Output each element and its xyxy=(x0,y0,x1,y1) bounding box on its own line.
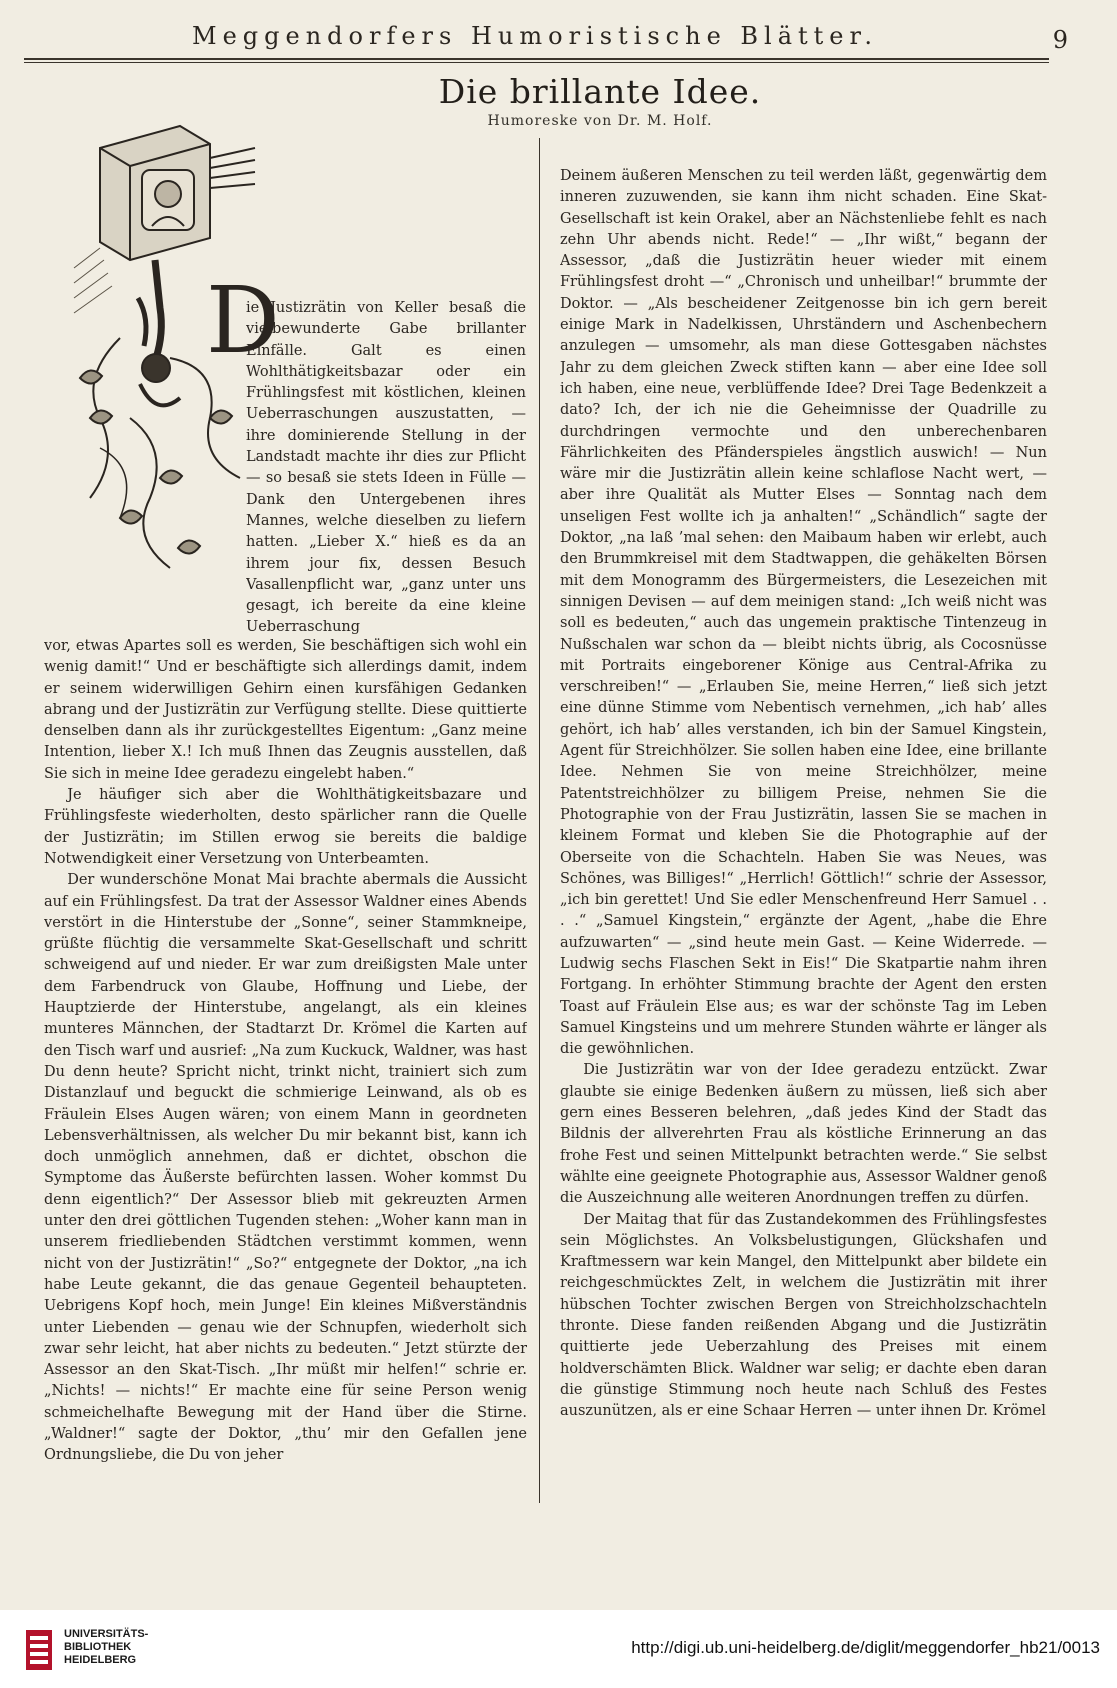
header-rule xyxy=(24,58,1049,60)
source-url-link[interactable]: http://digi.ub.uni-heidelberg.de/diglit/meggendorfer_hb21/0013 xyxy=(631,1638,1100,1657)
library-name-line: HEIDELBERG xyxy=(64,1654,137,1666)
running-title: Meggendorfers Humoristische Blätter. xyxy=(192,22,878,50)
paragraph: Der wunderschöne Monat Mai brachte abermals die Aussicht auf ein Frühlingsfest. Da trat der Assessor Waldner eines Abends verstört in die Hinterstube der „Sonne“, seiner Stammkneipe, grüßte flüchtig die versammelte Skat-Gesellschaft und schritt schweigend auf und nieder. Er war zum dreißigsten Male unter dem Farbendruck von Glaube, Hoffnung und Liebe, der Hauptzierde der Hinterstube, angelangt, als ein kleines munteres Männchen, der Stadtarzt Dr. Krömel die Karten auf den Tisch warf und ausrief: „Na zum Kuckuck, Waldner, was hast Du denn heute? Spricht nicht, trinkt nicht, trainiert sich zum Distanzlauf und beguckt die schmierige Leinwand, als ob es Fräulein Elses Augen wären; von einem Mann in geordneten Lebensverhältnissen, als welcher Du mir bekannt bist, kann ich doch unmöglich annehmen, daß er dichtet, obschon die Symptome das Äußerste befürchten lassen. Woher kommst Du denn eigentlich?“ Der Assessor blieb mit gekreuzten Armen unter den drei göttlichen Tugenden stehen: „Woher kann man in unserem friedliebenden Städtchen verstimmt kommen, wenn nicht von der Justizrätin!“ „So?“ entgegnete der Doktor, „na ich habe Leute gekannt, die das genaue Gegenteil behaupteten. Uebrigens Kopf hoch, mein Junge! Ein kleines Mißverständnis unter Liebenden — genau wie der Schnupfen, wiederholt sich zwar sehr leicht, hat aber nichts zu bedeuten.“ Jetzt stürzte der Assessor an den Skat-Tisch. „Ihr müßt mir helfen!“ schrie er. „Nichts! — nichts!“ Er machte eine für seine Person wenig schmeichelhafte Bewegung mit der Hand über die Stirne. „Waldner!“ sagte der Doktor, „thu’ mir den Gefallen jene Ordnungsliebe, die Du von jeher xyxy=(44,872,527,1464)
library-name xyxy=(64,1628,264,1667)
drop-cap: D xyxy=(206,267,280,374)
paragraph: Der Maitag that für das Zustandekommen des Frühlingsfestes sein Möglichstes. An Volksbelustigungen, Glückshafen und Kraftmessern war kein Mangel, den Mittelpunkt aber bildete ein reichgeschmücktes Zelt, in welchem die Justizrätin mit ihrer hübschen Tochter zwischen Bergen von Streichholzschachteln thronte. Diese fanden reißenden Abgang und die Justizrätin quittierte jede Ueberzahlung des Preises mit einem holdverschämten Blick. Waldner war selig; er dachte eben daran die günstige Stimmung noch heute nach Schluß des Festes auszunützen, als er eine Schaar Herren — unter ihnen Dr. Krömel xyxy=(560,1211,1047,1420)
paragraph: ie Justizrätin von Keller besaß die vielbewunderte Gabe brillanter Einfälle. Galt es einen Wohlthätigkeitsbazar oder ein Frühlingsfest mit köstlichen, kleinen Ueberraschungen auszustatten, — ihre dominierende Stellung in der Landstadt machte ihr dies zur Pflicht — so besaß sie stets Ideen in Fülle — Dank den Untergebenen ihres Mannes, welche dieselben zu liefern hatten. „Lieber X.“ hieß es da an ihrem jour fix, dessen Besuch Vasallenpflicht war, „ganz unter uns gesagt, ich bereite da eine kleine Ueberraschung xyxy=(246,300,526,636)
left-column-top-text xyxy=(246,298,526,638)
paragraph: vor, etwas Apartes soll es werden, Sie beschäftigen sich wohl ein wenig damit!“ Und er beschäftigte sich allerdings damit, indem er seinem widerwilligen Gehirn einen kursfähigen Gedanken abrang und der Justizrätin zur Verfügung stellte. Diese quittierte denselben dann als ihr zurückgestelltes Eigentum: „Ganz meine Intention, lieber X.! Ich muß Ihnen das Zeugnis ausstellen, daß Sie sich in meine Idee geradezu eingelebt haben.“ xyxy=(44,638,527,782)
right-column-text xyxy=(560,166,1047,1506)
university-seal-icon xyxy=(22,1628,56,1672)
paragraph: Deinem äußeren Menschen zu teil werden läßt, gegenwärtig dem inneren zuzuwenden, sie kann ihm nicht schaden. Eine Skat-Gesellschaft ist kein Orakel, aber an Nächstenliebe fehlt es nach zehn Uhr abends nicht. Rede!“ — „Ihr wißt,“ begann der Assessor, „daß die Justizrätin heuer wieder mit einem Frühlingsfest droht —“ „Chronisch und unheilbar!“ brummte der Doktor. — „Als bescheidener Zeitgenosse bin ich gern bereit einige Mark in Nadelkissen, Uhrständern und Aschenbechern anzulegen — umsomehr, als man diese Gottesgaben nächstes Jahr zu dem gleichen Zweck stiften kann — aber eine Idee soll ich haben, eine neue, verblüffende Idee? Drei Tage Bedenkzeit a dato? Ich, der ich nie die Geheimnisse der Quadrille zu durchdringen vermochte und den unberechenbaren Fährlichkeiten des Pfänderspieles ängstlich auswich! — Nun wäre mir die Justizrätin allein keine schlaflose Nacht wert, — aber ihre Qualität als Mutter Elses — Sonntag nach dem unseligen Fest wollte ich ja anhalten!“ „Schändlich“ sagte der Doktor, „na laß ’mal sehen: den Maibaum haben wir erlebt, auch den Brummkreisel mit dem Stadtwappen, die gehäkelten Börsen mit dem Monogramm des Bürgermeisters, die Lesezeichen mit sinnigen Devisen — auf dem meinigen stand: „Ich weiß nicht was soll es bedeuten,“ auch das ungemein praktische Tintenzeug in Nußschalen war schon da — bleibt nichts übrig, als Cocosnüsse mit Portraits eingeborener Könige aus Central-Afrika zu verschreiben!“ — „Erlauben Sie, meine Herren,“ ließ sich jetzt eine dünne Stimme vom Nebentisch vernehmen, „ich hab’ alles gehört, ich hab’ alles verstanden, ich bin der Samuel Kingstein, Agent für Streichhölzer. Sie sollen haben eine Idee, eine brillante Idee. Nehmen Sie von meine Streichhölzer, meine Patentstreichhölzer zu billigem Preise, nehmen Sie die Photographie von der Frau Justizrätin, lassen Sie se machen in kleinem Format und kleben Sie die Photographie auf der Oberseite von die Schachteln. Haben Sie was Neues, was Schönes, was Billiges!“ „Herrlich! Göttlich!“ schrie der Assessor, „ich bin gerettet! Und Sie edler Menschenfreund Herr Samuel . . . .“ „Samuel Kingstein,“ ergänzte der Agent, „habe die Ehre aufzuwarten“ — „sind heute mein Gast. — Keine Widerrede. — Ludwig sechs Flaschen Sekt in Eis!“ Die Skatpartie nahm ihren Fortgang. In erhöhter Stimmung brachte der Agent den ersten Toast auf Fräulein Else aus; es war der schönste Tag im Leben Samuel Kingsteins und um mehrere Stunden währte er länger als die gewöhnlichen. xyxy=(560,168,1047,1058)
left-column-text xyxy=(44,636,527,1516)
page-number: 9 xyxy=(1052,26,1068,54)
header-rule-thin xyxy=(24,62,1049,63)
article-byline: Humoreske von Dr. M. Holf. xyxy=(487,113,713,129)
paragraph: Die Justizrätin war von der Idee geradezu entzückt. Zwar glaubte sie einige Bedenken äußern zu müssen, ließ sich aber gern eines Besseren belehren, „daß jedes Kind der Stadt das Bildnis der allverehrten Frau als köstliche Erinnerung an das frohe Fest und seinen Mittelpunkt betrachten werde.“ Sie selbst wählte eine geeignete Photographie aus, Assessor Waldner genoß die Auszeichnung alle weiteren Anordnungen treffen zu dürfen. xyxy=(560,1062,1047,1207)
library-name-line: BIBLIOTHEK xyxy=(64,1641,132,1653)
library-name-line: UNIVERSITÄTS- xyxy=(64,1628,149,1640)
article-title: Die brillante Idee. xyxy=(438,72,762,111)
column-divider xyxy=(539,138,540,1503)
paragraph: Je häufiger sich aber die Wohlthätigkeitsbazare und Frühlingsfeste wiederholten, desto spärlicher rann die Quelle der Justizrätin; im Stillen erwog sie bereits die baldige Notwendigkeit einer Versetzung von Unterbeamten. xyxy=(44,787,527,867)
